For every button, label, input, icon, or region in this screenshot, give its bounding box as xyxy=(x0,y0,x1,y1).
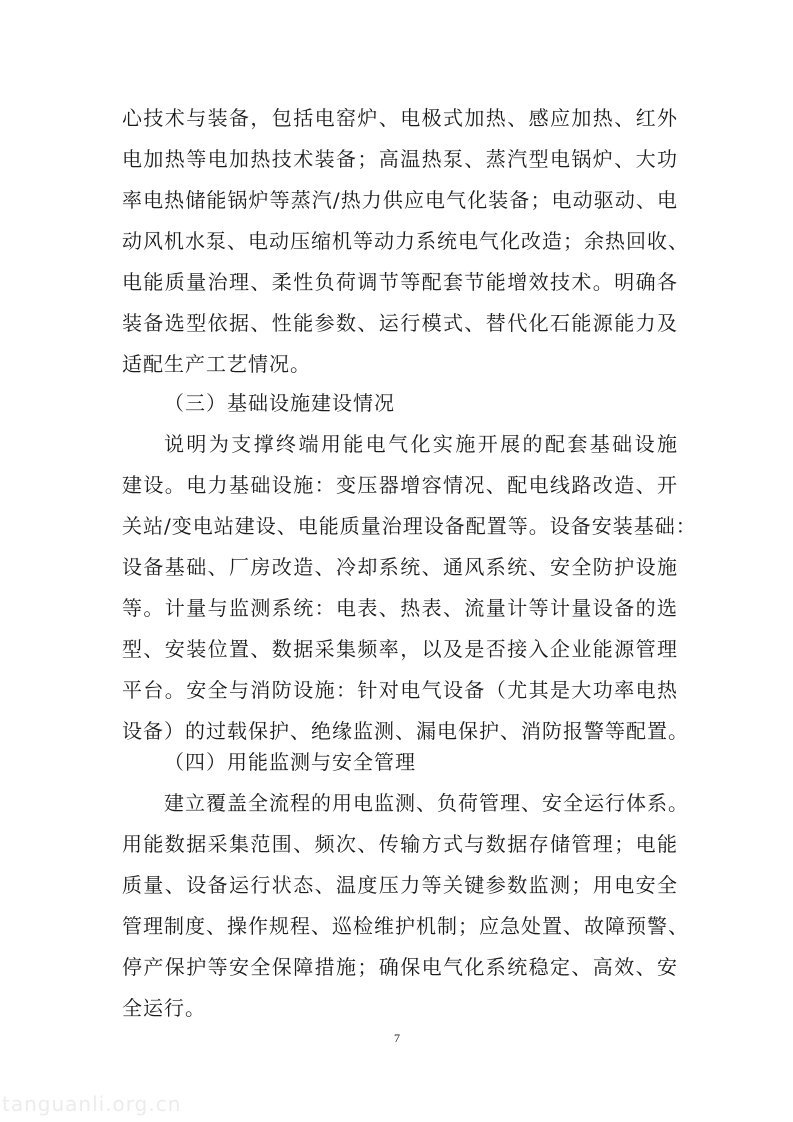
paragraph-line: 建设。电力基础设施：变压器增容情况、配电线路改造、开 xyxy=(122,473,678,497)
section-heading-three: （三）基础设施建设情况 xyxy=(164,391,395,415)
paragraph-line: 电能质量治理、柔性负荷调节等配套节能增效技术。明确各 xyxy=(122,270,678,294)
page-number: 7 xyxy=(394,1031,400,1045)
paragraph-line: 设备基础、厂房改造、冷却系统、通风系统、安全防护设施 xyxy=(122,555,678,579)
paragraph-line: 心技术与装备，包括电窑炉、电极式加热、感应加热、红外 xyxy=(122,106,678,130)
paragraph-line: 等。计量与监测系统：电表、热表、流量计等计量设备的选 xyxy=(122,596,678,620)
paragraph-line: 管理制度、操作规程、巡检维护机制；应急处置、故障预警、 xyxy=(122,914,689,938)
paragraph-line: 平台。安全与消防设施：针对电气设备（尤其是大功率电热 xyxy=(122,678,678,702)
paragraph-line: 全运行。 xyxy=(122,996,206,1020)
section-heading-four: （四）用能监测与安全管理 xyxy=(164,750,416,774)
paragraph-line: 质量、设备运行状态、温度压力等关键参数监测；用电安全 xyxy=(122,873,678,897)
paragraph-line: 型、安装位置、数据采集频率，以及是否接入企业能源管理 xyxy=(122,637,678,661)
paragraph-line: 用能数据采集范围、频次、传输方式与数据存储管理；电能 xyxy=(122,832,678,856)
paragraph-line: 说明为支撑终端用能电气化实施开展的配套基础设施 xyxy=(164,432,678,456)
paragraph-line: 建立覆盖全流程的用电监测、负荷管理、安全运行体系。 xyxy=(164,791,689,815)
watermark: tanguanli.org.cn xyxy=(2,1092,182,1116)
paragraph-line: 电加热等电加热技术装备；高温热泵、蒸汽型电锅炉、大功 xyxy=(122,147,678,171)
paragraph-line: 率电热储能锅炉等蒸汽/热力供应电气化装备；电动驱动、电 xyxy=(122,188,678,212)
paragraph-line: 适配生产工艺情况。 xyxy=(122,352,311,376)
paragraph-line: 设备）的过载保护、绝缘监测、漏电保护、消防报警等配置。 xyxy=(122,719,689,743)
paragraph-line: 停产保护等安全保障措施；确保电气化系统稳定、高效、安 xyxy=(122,955,678,979)
paragraph-line: 关站/变电站建设、电能质量治理设备配置等。设备安装基础： xyxy=(122,514,697,538)
paragraph-line: 装备选型依据、性能参数、运行模式、替代化石能源能力及 xyxy=(122,311,678,335)
paragraph-line: 动风机水泵、电动压缩机等动力系统电气化改造；余热回收、 xyxy=(122,229,689,253)
